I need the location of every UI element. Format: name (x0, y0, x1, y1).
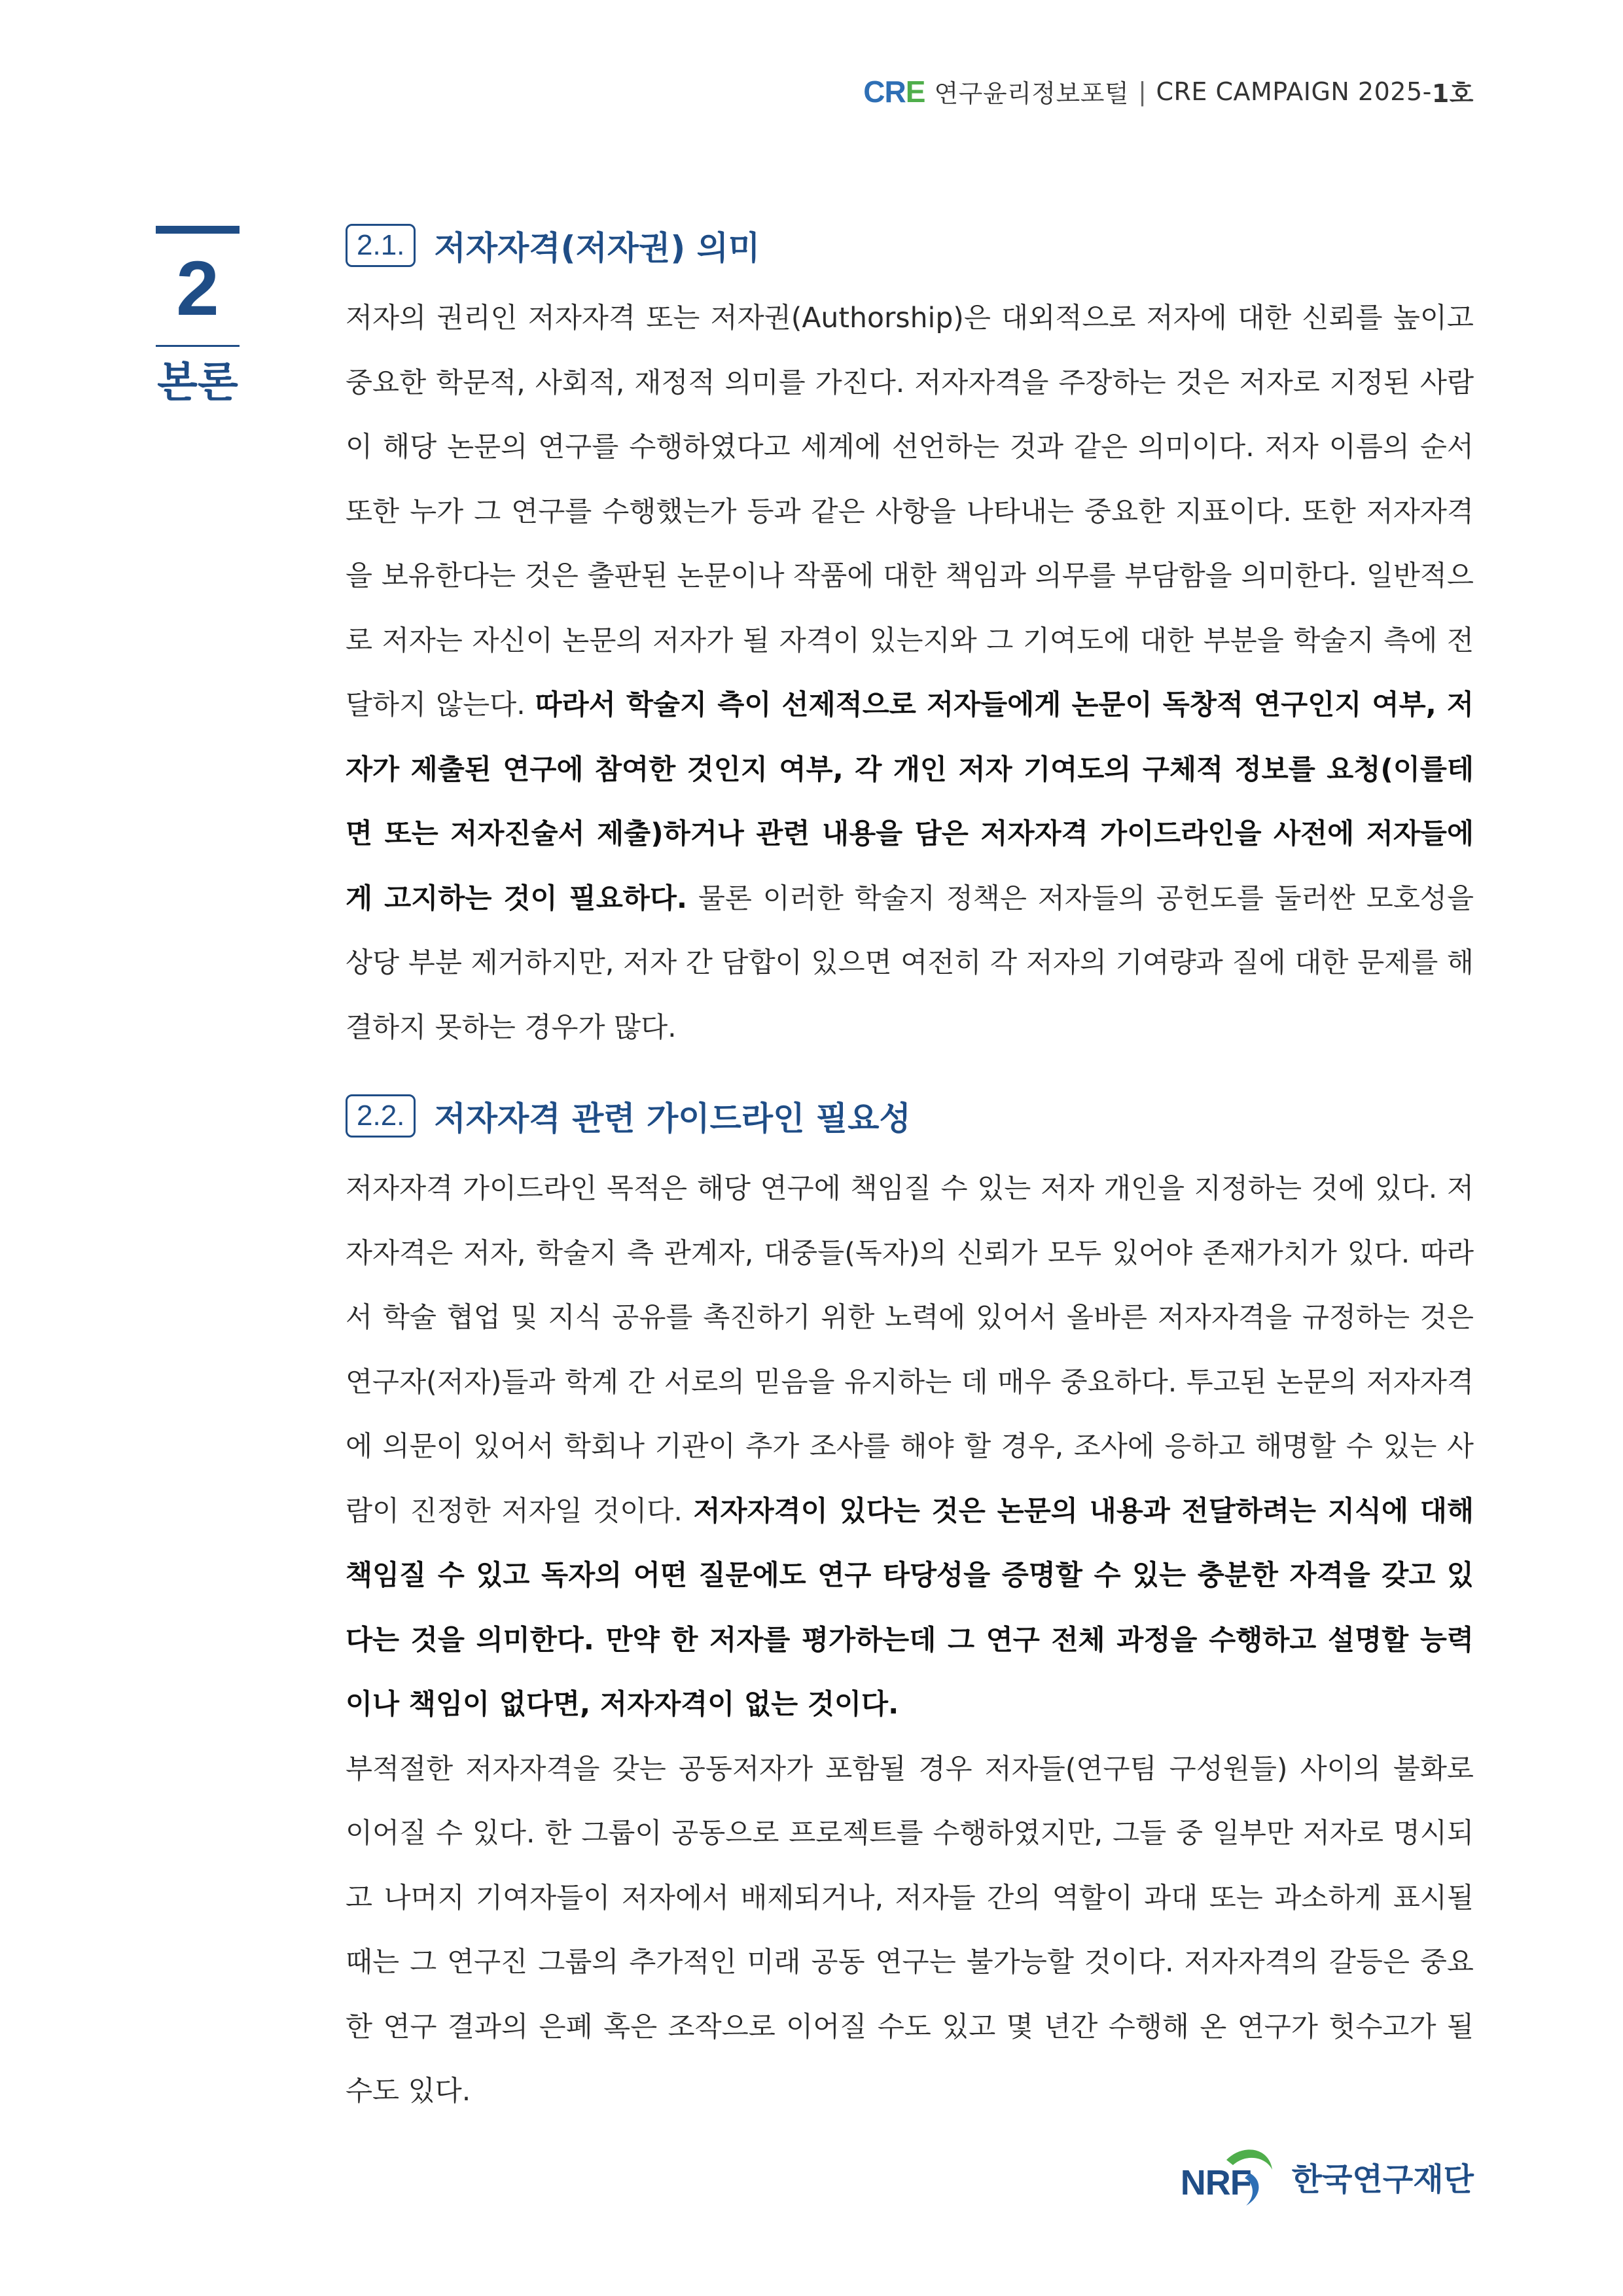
section-2-2 (346, 1086, 1474, 2125)
paragraph-text: 물론 이러한 학술지 정책은 저자들의 공헌도를 둘러싼 모호성을 상당 부분 제거하지만, 저자 간 담합이 있으면 여전히 각 저자의 기여량과 질에 대한 문제를 해결하지 못하는 경우가 많다. (346, 882, 1474, 1044)
section-number-badge: 2.1. (346, 224, 416, 267)
campaign-label: CRE CAMPAIGN 2025- (1156, 77, 1432, 106)
cre-logo: CRE (863, 74, 925, 109)
section-2-1 (346, 216, 1474, 1060)
section-title: 저자자격 관련 가이드라인 필요성 (434, 1100, 911, 1138)
chapter-number: 2 (176, 245, 219, 332)
section-paragraph (346, 1738, 1474, 2125)
organization-name: 한국연구재단 (1291, 2161, 1474, 2198)
section-heading (346, 1086, 1474, 1145)
section-title: 저자자격(저자권) 의미 (434, 229, 760, 267)
section-heading (346, 216, 1474, 275)
chapter-marker (156, 226, 240, 412)
paragraph-bold-text: 저자자격이 있다는 것은 논문의 내용과 전달하려는 지식에 대해 책임질 수 있고 독자의 어떤 질문에도 연구 타당성을 증명할 수 있는 충분한 자격을 갖고 있다는 것을 의미한다. 만약 한 저자를 평가하는데 그 연구 전체 과정을 수행하고 설명할 능력이나 책임이 없다면, 저자자격이 없는 것이다. (346, 1495, 1474, 1721)
section-paragraph (346, 287, 1474, 1060)
nrf-logo-text: NRF (1180, 2163, 1251, 2202)
section-paragraph (346, 1157, 1474, 1738)
chapter-top-bar (156, 226, 240, 234)
section-number-badge: 2.2. (346, 1094, 416, 1138)
paragraph-text: 저자자격 가이드라인 목적은 해당 연구에 책임질 수 있는 저자 개인을 지정하는 것에 있다. 저자자격은 저자, 학술지 측 관계자, 대중들(독자)의 신뢰가 모두 있어야 존재가치가 있다. 따라서 학술 협업 및 지식 공유를 촉진하기 위한 노력에 있어서 올바른 저자자격을 규정하는 것은 연구자(저자)들과 학계 간 서로의 믿음을 유지하는 데 매우 중요하다. 투고된 논문의 저자자격에 의문이 있어서 학회나 기관이 추가 조사를 해야 할 경우, 조사에 응하고 해명할 수 있는 사람이 진정한 저자일 것이다. (346, 1173, 1474, 1528)
chapter-name: 본론 (157, 359, 238, 407)
paragraph-text: 저자의 권리인 저자자격 또는 저자권(Authorship)은 대외적으로 저자에 대한 신뢰를 높이고 중요한 학문적, 사회적, 재정적 의미를 가진다. 저자자격을 주장하는 것은 저자로 지정된 사람이 해당 논문의 연구를 수행하였다고 세계에 선언하는 것과 같은 의미이다. 저자 이름의 순서 또한 누가 그 연구를 수행했는가 등과 같은 사항을 나타내는 중요한 지표이다. 또한 저자자격을 보유한다는 것은 출판된 논문이나 작품에 대한 책임과 의무를 부담함을 의미한다. 일반적으로 저자는 자신이 논문의 저자가 될 자격이 있는지와 그 기여도에 대한 부분을 학술지 측에 전달하지 않는다. (346, 302, 1474, 721)
issue-number: 1호 (1431, 79, 1474, 108)
portal-name: 연구윤리정보포털 (934, 79, 1130, 108)
nrf-logo (1181, 2140, 1279, 2212)
chapter-divider (156, 345, 240, 347)
page-header (863, 73, 1474, 109)
paragraph-bold-text: 따라서 학술지 측이 선제적으로 저자들에게 논문이 독창적 연구인지 여부, 저자가 제출된 연구에 참여한 것인지 여부, 각 개인 저자 기여도의 구체적 정보를 요청(이를테면 또는 저자진술서 제출)하거나 관련 내용을 담은 저자자격 가이드라인을 사전에 저자들에게 고지하는 것이 필요하다. (346, 689, 1474, 915)
header-separator: | (1138, 77, 1147, 106)
paragraph-text: 부적절한 저자자격을 갖는 공동저자가 포함될 경우 저자들(연구팀 구성원들) 사이의 불화로 이어질 수 있다. 한 그룹이 공동으로 프로젝트를 수행하였지만, 그들 중 일부만 저자로 명시되고 나머지 기여자들이 저자에서 배제되거나, 저자들 간의 역할이 과대 또는 과소하게 표시될 때는 그 연구진 그룹의 추가적인 미래 공동 연구는 불가능할 것이다. 저자자격의 갈등은 중요한 연구 결과의 은폐 혹은 조작으로 이어질 수도 있고 몇 년간 수행해 온 연구가 헛수고가 될 수도 있다. (346, 1753, 1474, 2108)
page-footer (1181, 2140, 1474, 2212)
